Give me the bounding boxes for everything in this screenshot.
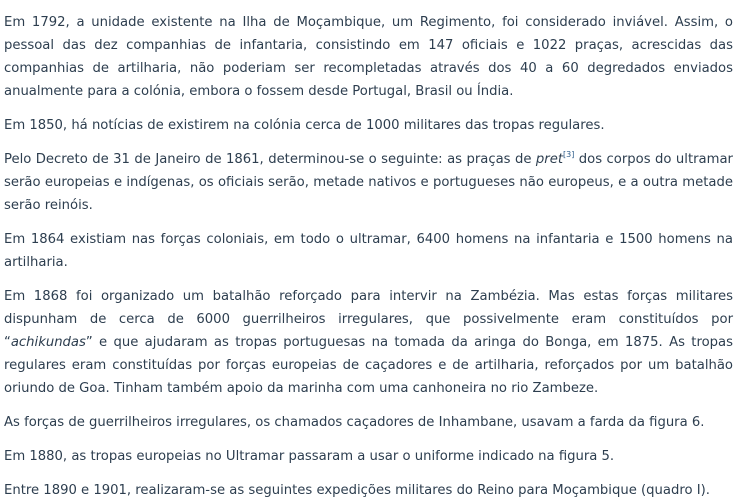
paragraph-1850: Em 1850, há notícias de existirem na colónia cerca de 1000 militares das tropas regulares.: [4, 118, 605, 133]
paragraph-1861-decree: [4, 148, 733, 217]
italic-term-achikundas: achikundas: [10, 335, 86, 350]
paragraph-1868: [4, 285, 733, 400]
paragraph-text: Pelo Decreto de 31 de Janeiro de 1861, determinou-se o seguinte: as praças de: [4, 152, 536, 167]
paragraph-1880: Em 1880, as tropas europeias no Ultramar passaram a usar o uniforme indicado na figura 5.: [4, 449, 615, 464]
paragraph-1792: Em 1792, a unidade existente na Ilha de Moçambique, um Regimento, foi considerado inviável. Assim, o pessoal das dez companhias de infantaria, consistindo em 147 oficiais e 1022 praças, acrescidas das companhias de artilharia, não poderiam ser recompletadas através dos 40 a 60 degredados enviados anualmente para a colónia, embora o fossem desde Portugal, Brasil ou Índia.: [4, 15, 733, 99]
paragraph-text: Em 1868 foi organizado um batalhão reforçado para intervir na Zambézia. Mas estas forças militares dispunham de cerca de 6000 guerrilheiros irregulares, que possivelmente eram constituídos por “: [4, 289, 733, 350]
paragraph-1864: Em 1864 existiam nas forças coloniais, em todo o ultramar, 6400 homens na infantaria e 1500 homens na artilharia.: [4, 232, 733, 270]
paragraph-1890-1901: Entre 1890 e 1901, realizaram-se as seguintes expedições militares do Reino para Moçambique (quadro I).: [4, 483, 710, 498]
citation-link-3[interactable]: [3]: [563, 149, 575, 159]
paragraph-text: dos corpos do ultramar serão europeias e indígenas, os oficiais serão, metade nativos e portugueses não europeus, e a outra metade serão reinóis.: [4, 152, 733, 213]
italic-term-pret: pret: [535, 152, 563, 167]
paragraph-inhambane: As forças de guerrilheiros irregulares, os chamados caçadores de Inhambane, usavam a farda da figura 6.: [4, 415, 705, 430]
paragraph-text: ” e que ajudaram as tropas portuguesas na tomada da aringa do Bonga, em 1875. As tropas regulares eram constituídas por forças europeias de caçadores e de artilharia, reforçados por um batalhão oriundo de Goa. Tinham também apoio da marinha com uma canhoneira no rio Zambeze.: [4, 335, 733, 396]
